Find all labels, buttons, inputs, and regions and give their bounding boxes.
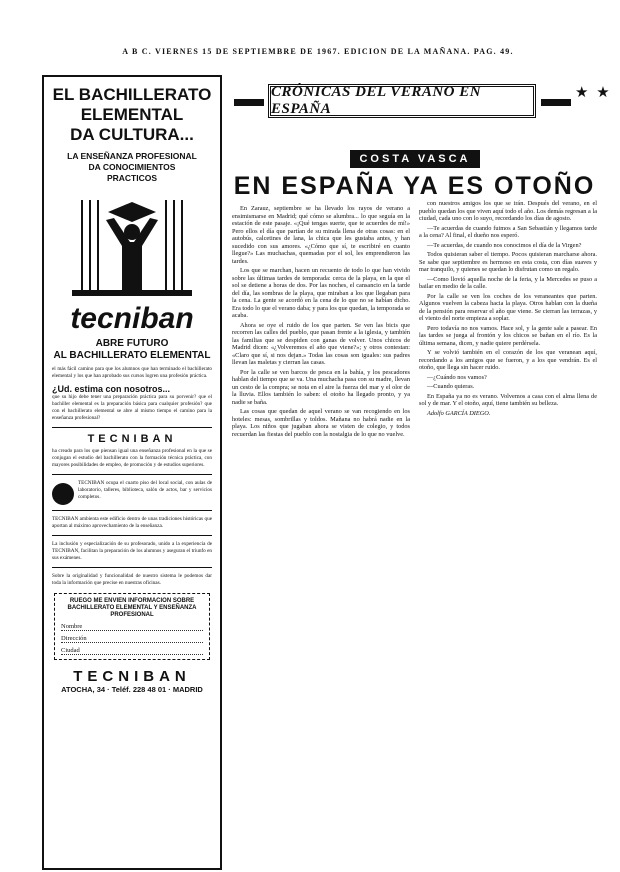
coupon-field-name[interactable]: Nombre — [61, 623, 203, 631]
article-paragraph: Y se volvió también en el corazón de los que veranean aquí, recordando a los amigos que se fueron, y a los que vendrán. Es el otoño, que llega sin hacer ruido. — [419, 349, 597, 371]
ad-question-body: que su hijo debe tener una preparación práctica para su porvenir? que el bachiller elemental es la preparación básica para cualquier profesión? que con el bachillerato elemental se abre al mismo tiempo el camino para la enseñanza profesional? — [52, 394, 212, 421]
tecniban-advertisement — [42, 75, 222, 870]
graduate-emblem-icon — [62, 190, 202, 300]
coupon-title: RUEGO ME ENVIEN INFORMACION SOBRE BACHILLERATO ELEMENTAL Y ENSEÑANZA PROFESIONAL — [67, 598, 197, 618]
article-column-2 — [419, 200, 597, 870]
article-paragraph: Las cosas que quedan de aquel verano se van recogiendo en los hoteles: mesas, sombrillas y toldos. Mañana no habrá nadie en la playa. Los niños que jugaban ahora se visten de colegio, y todos recuerdan las fiestas del pueblo con la nostalgia de lo que no vuelve. — [232, 408, 410, 438]
ad-divider — [52, 510, 212, 511]
ad-divider — [52, 474, 212, 475]
tecniban-logo-icon — [52, 483, 74, 505]
ad-paragraph: TECNIBAN ambienta este edificio dentro de unas tradiciones históricas que aportan al máximo aprovechamiento de la enseñanza. — [52, 516, 212, 529]
article-paragraph: En Zarauz, septiembre se ha llevado los rayos de verano a ensimismarse en Madrid; qué cómo se alumbra... lo que seguía en la estación de este pasaje. «¡Qué tengas suerte, que te acuerdes de mí!» Pero ellos el día que partían de su mirada llena de otras cosas: en el autobús, calcetines de lana, la chica que les gustaba antes, y han sucedido con sus amores. «¿Cómo que sí, te escribiré en cuanto llegue?» Las muchachas, quemadas por el sol, les emprendieron las tardes. — [232, 205, 410, 265]
ad-tagline-line: AL BACHILLERATO ELEMENTAL — [53, 350, 211, 361]
article-paragraph: —Te acuerdas de cuando fuimos a San Sebastián y llegamos tarde a la cena? Al final, el dueño nos esperó. — [419, 224, 597, 239]
ad-subheading-line: DA CONOCIMIENTOS — [88, 162, 176, 172]
ad-headline-line: ELEMENTAL — [80, 105, 184, 124]
article-paragraph: —Como llovió aquella noche de la feria, y la Mercedes se puso a bailar en medio de la calle. — [419, 275, 597, 290]
page-header: A B C. VIERNES 15 DE SEPTIEMBRE DE 1967. EDICION DE LA MAÑANA. PAG. 49. — [122, 47, 514, 56]
ad-divider — [52, 535, 212, 536]
ad-coupon[interactable] — [54, 593, 210, 660]
ad-headline — [44, 85, 220, 145]
article-paragraph: Todos quisieran saber el tiempo. Pocos quisieran marcharse ahora. Se sabe que septiembre es hermoso en esta costa, con días suaves y mar tranquilo, y quienes se quedan lo disfrutan como un regalo. — [419, 251, 597, 273]
section-title: CRÓNICAS DEL VERANO EN ESPAÑA — [268, 84, 536, 118]
ad-brand: tecniban — [70, 302, 194, 335]
ad-paragraph: La inclusión y especialización de su profesorado, unido a la experiencia de TECNIBAN, facilitan la preparación de los alumnos y aseguran el triunfo en sus exámenes. — [52, 541, 212, 561]
article-paragraph: Pero todavía no nos vamos. Hace sol, y la gente sale a pasear. En las tardes se juega al frontón y los chicos se bañan en el río. Es la última semana, dicen, y nadie quiere perdérsela. — [419, 324, 597, 347]
section-bar-right — [541, 99, 571, 106]
ad-tecniban-title: TECNIBAN — [87, 433, 177, 445]
article-headline: EN ESPAÑA YA ES OTOÑO — [233, 172, 596, 200]
ad-intro: el más fácil camino para que los alumnos que han terminado el bachillerato elemental y los que han aprobado sus cursos logren una profesión práctica. — [52, 366, 212, 379]
article-paragraph: —Cuando quieras. — [427, 383, 475, 390]
ad-footer-brand: TECNIBAN — [73, 668, 191, 685]
article-paragraph: Los que se marchan, hacen un recuento de todo lo que han vivido sobre las últimas tardes de temporada: cerca de la playa, en la que el sol se detiene a horas de dos. Por las noches, el cansancio en la tarde del día, las sombras de la playa, que miraban a los que llegaban para la cena. La gente se acordó en la cena de lo que no se habían dicho. Era todo lo que el verano daba; y para los que quedan, la temporada se acaba. — [232, 267, 410, 319]
coupon-field-address[interactable]: Dirección — [61, 635, 203, 643]
ad-divider — [52, 427, 212, 428]
article-paragraph: Ahora se oye el ruido de los que parten. Se ven las bicis que recorren las calles del pueblo, que pasan frente a la iglesia, y también las familias que se despiden con ganas de volver. Unos chicos de Madrid dicen: «¿Volveremos el año que viene?»; y otros contestan: «Claro que sí, si nos dejan.» Todas las cosas son iguales: sus padres llevan las maletas y cierran las casas. — [232, 321, 410, 366]
ad-divider — [52, 567, 212, 568]
ad-headline-line: DA CULTURA... — [70, 125, 194, 144]
article-paragraph: con nuestros amigos los que se irán. Después del verano, en el pueblo quedan los que viven aquí todo el año. Los demás regresan a la ciudad, cada uno con lo suyo, recordando los días de agosto. — [419, 200, 597, 222]
ad-paragraph: Sobre la originalidad y funcionalidad de nuestro sistema le podemos dar toda la información que precise en nuestras oficinas. — [52, 573, 212, 586]
ad-brand-tagline — [44, 338, 220, 362]
article-paragraph: —¿Cuándo nos vamos? — [427, 373, 487, 381]
ad-subheading-line: PRACTICOS — [106, 173, 158, 183]
ad-paragraph: TECNIBAN ocupa el cuarto piso del local social, con aulas de laboratorio, talleres, biblioteca, salón de actos, bar y servicios completos. — [78, 480, 212, 500]
ad-footer-address: ATOCHA, 34 · Teléf. 228 48 01 · MADRID — [61, 685, 203, 694]
ad-logo-row — [44, 480, 220, 505]
article-paragraph: Por la calle se ven los coches de los veraneantes que parten. Algunos vuelven la cabeza hacia la playa. Otros hablan con la dueña de la pensión para reservar el año que viene. Se cierran las terrazas, y el viento del norte empieza a soplar. — [419, 292, 597, 322]
article-paragraph: Por la calle se ven barcos de pesca en la bahía, y los pescadores hablan del tiempo que se va. Una muchacha pasa con su madre, llevan un cesto de la compra; se nota en el aire la fuerza del mar y el olor de la lluvia. Ellos también lo saben: el otoño ha llegado pronto, y ya nadie se baña. — [232, 368, 410, 406]
stars-icon: ★ ★ — [575, 85, 612, 101]
article-signature: Adolfo GARCÍA DIEGO. — [427, 409, 491, 417]
coupon-field-city[interactable]: Ciudad — [61, 647, 203, 655]
section-bar-left — [234, 99, 264, 106]
ad-headline-line: EL BACHILLERATO — [52, 85, 212, 104]
ad-paragraph: ha creado para los que piensan igual una enseñanza profesional en la que se conjugan el estudio del bachillerato con la formación técnica práctica, con mayores posibilidades de empleo, de promoción y de estudios superiores. — [52, 448, 212, 468]
ad-question: ¿Ud. estima con nosotros... — [52, 384, 171, 394]
ad-subheading — [44, 151, 220, 184]
ad-tagline-line: ABRE FUTURO — [95, 338, 169, 349]
article-paragraph: —Te acuerdas, de cuando nos conocimos el día de la Virgen? — [427, 241, 582, 249]
article-kicker: COSTA VASCA — [350, 150, 480, 168]
article-column-1 — [232, 205, 410, 870]
ad-subheading-line: LA ENSEÑANZA PROFESIONAL — [67, 151, 197, 161]
article-paragraph: En España ya no es verano. Volvemos a casa con el alma llena de sol y de mar. Y el otoño, aquí, tiene también su belleza. — [419, 392, 597, 407]
